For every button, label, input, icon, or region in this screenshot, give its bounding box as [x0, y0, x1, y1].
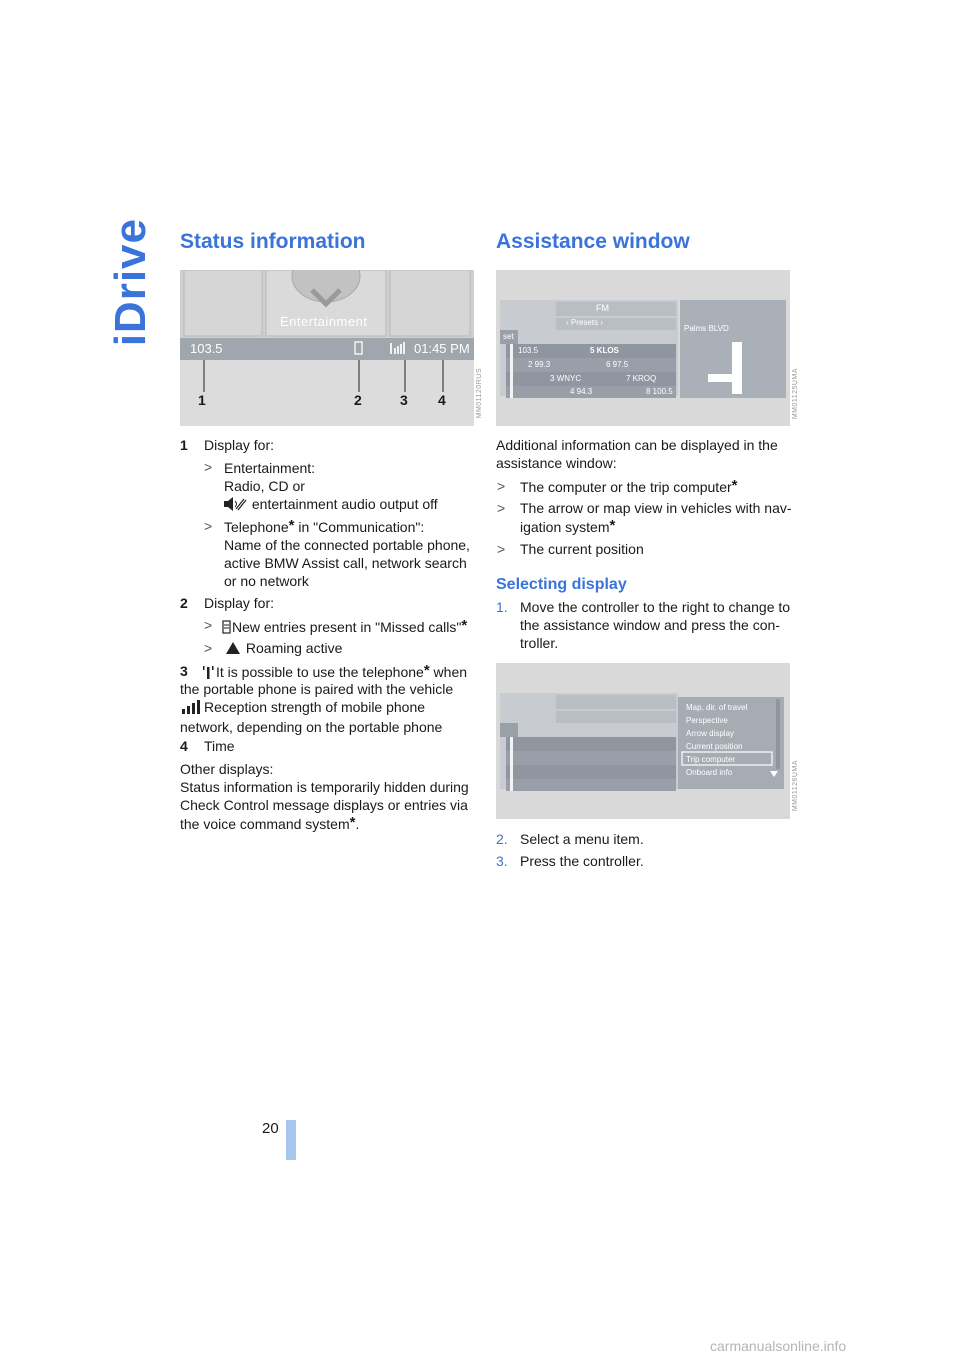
- paragraph-line: assistance window:: [496, 455, 617, 471]
- section-title-status: Status information: [180, 230, 366, 253]
- bullet-line: active BMW Assist call, network search: [224, 555, 467, 571]
- step-number: 1.: [496, 599, 508, 615]
- asterisk-icon: *: [731, 477, 738, 494]
- street-label: Palms BLVD: [684, 324, 729, 333]
- screen-menu-label: Entertainment: [280, 314, 368, 329]
- assistance-screen-image: [496, 270, 790, 426]
- bullet-line: [224, 495, 438, 515]
- item-2-label: Display for:: [204, 595, 275, 611]
- step-3-text: Press the controller.: [520, 853, 644, 869]
- presets-label: ‹ Presets ›: [566, 318, 603, 327]
- station-3: 3 WNYC: [550, 374, 582, 383]
- item-3-line: the portable phone is paired with the vehicle: [180, 681, 454, 697]
- step-2-text: Select a menu item.: [520, 831, 644, 847]
- bullet-line: [224, 517, 470, 536]
- set-label: set: [503, 332, 514, 341]
- bullet-line: or no network: [224, 573, 309, 589]
- menu-item-onboard: Onboard info: [686, 768, 733, 777]
- text-span: igation system: [520, 519, 610, 535]
- step-number: 3.: [496, 853, 508, 869]
- menu-item-trip-computer: Trip computer: [686, 755, 736, 764]
- bullet-marker: >: [204, 617, 213, 633]
- item-3-cont: [180, 680, 453, 736]
- asterisk-icon: *: [461, 617, 468, 634]
- callout-1: 1: [198, 392, 206, 408]
- paragraph-line: Additional information can be displayed in the: [496, 437, 778, 453]
- missed-calls-text: New entries present in "Missed calls": [232, 619, 462, 635]
- band-label: FM: [596, 303, 609, 313]
- callout-3: 3: [400, 392, 408, 408]
- station-2: 2 99.3: [528, 360, 551, 369]
- asterisk-icon: *: [609, 517, 616, 534]
- chapter-tab: iDrive: [106, 218, 155, 347]
- bullet-marker: >: [497, 478, 506, 494]
- bullet-line: Name of the connected portable phone,: [224, 537, 470, 553]
- step-number: 2.: [496, 831, 508, 847]
- bullet-line: [520, 517, 792, 536]
- item-number: 2: [180, 595, 188, 611]
- assistance-menu-screen-image: [496, 663, 790, 819]
- item-number: 3: [180, 663, 188, 679]
- mute-text: entertainment audio output off: [251, 496, 438, 512]
- station-4: 4 94.3: [570, 387, 593, 396]
- text-span: Reception strength of mobile phone: [204, 699, 426, 715]
- text-span: .: [355, 816, 360, 832]
- paragraph-line: [180, 814, 469, 833]
- text-span: The computer or the trip computer: [520, 479, 732, 495]
- text-span: It is possible to use the telephone: [216, 664, 424, 680]
- station-8: 8 100.5: [646, 387, 673, 396]
- signal-strength-icon: [180, 700, 204, 718]
- bullet-line: Radio, CD or: [224, 478, 305, 494]
- callout-2: 2: [354, 392, 362, 408]
- item-number: 4: [180, 738, 188, 754]
- menu-item-arrow: Arrow display: [686, 729, 735, 738]
- menu-item-perspective: Perspective: [686, 716, 728, 725]
- subsection-title: Selecting display: [496, 576, 627, 593]
- item-number: 1: [180, 437, 188, 453]
- text-span: in "Communication":: [294, 519, 425, 535]
- paragraph-line: Check Control message displays or entries via: [180, 797, 468, 813]
- screen-time: 01:45 PM: [414, 341, 470, 356]
- footer-watermark: carmanualsonline.info: [710, 1338, 847, 1354]
- station-7: 7 KROQ: [626, 374, 657, 383]
- page-number: 20: [262, 1120, 279, 1137]
- step-line: Move the controller to the right to change to: [520, 599, 791, 615]
- menu-item-map: Map, dir. of travel: [686, 703, 748, 712]
- step-line: troller.: [520, 635, 559, 651]
- item-4-label: Time: [204, 738, 235, 754]
- bullet-marker: >: [204, 640, 213, 656]
- image-code-2: MM01125UMA: [792, 368, 799, 420]
- bullet-line: The arrow or map view in vehicles with nav-: [520, 500, 792, 516]
- bullet-trip-computer: [520, 477, 738, 496]
- text-span: Telephone: [224, 519, 289, 535]
- station-6: 6 97.5: [606, 360, 629, 369]
- menu-item-position: Current position: [686, 742, 743, 751]
- bullet-marker: >: [497, 500, 506, 516]
- asterisk-icon: *: [423, 662, 430, 679]
- assistance-menu-screen-graphic: [496, 663, 790, 819]
- asterisk-icon: *: [349, 814, 356, 831]
- status-screen-image: [180, 270, 474, 426]
- asterisk-icon: *: [288, 517, 295, 534]
- step-1-text: [520, 598, 790, 652]
- bullet-arrow-map: [520, 499, 792, 536]
- step-line: the assistance window and press the con-: [520, 617, 780, 633]
- section-title-assistance: Assistance window: [496, 230, 690, 253]
- bullet-line: Entertainment:: [224, 460, 316, 476]
- text-span: the voice command system: [180, 816, 350, 832]
- bullet-marker: >: [204, 459, 213, 475]
- bullet-marker: >: [497, 541, 506, 557]
- callout-4: 4: [438, 392, 446, 408]
- image-code-1: MM01120RUS: [476, 368, 483, 419]
- station-1: 103.5: [518, 346, 539, 355]
- assistance-intro: [496, 436, 778, 472]
- paragraph-line: Other displays:: [180, 761, 274, 777]
- image-code-3: MM01126UMA: [792, 760, 799, 812]
- item-3-line: [180, 698, 453, 718]
- item-1-label: Display for:: [204, 437, 275, 453]
- mute-icon: [224, 497, 248, 515]
- assistance-screen-graphic: [496, 270, 790, 426]
- bullet-current-position: The current position: [520, 541, 644, 557]
- item-3-line: network, depending on the portable phone: [180, 719, 443, 735]
- station-5: 5 KLOS: [590, 346, 619, 355]
- bullet-entertainment: [224, 459, 438, 515]
- item-1: [180, 436, 188, 454]
- bullet-telephone: [224, 517, 470, 590]
- missed-call-icon: [222, 620, 232, 638]
- bullet-marker: >: [204, 518, 213, 534]
- roaming-text: Roaming active: [245, 640, 343, 656]
- paragraph-line: Status information is temporarily hidden during: [180, 779, 469, 795]
- screen-frequency: 103.5: [190, 341, 223, 356]
- bullet-roaming: [224, 639, 342, 659]
- other-displays-paragraph: [180, 760, 469, 833]
- page-marker-bar: [286, 1120, 296, 1160]
- roaming-icon: [224, 641, 242, 659]
- bullet-missed-calls: [222, 617, 467, 638]
- text-span: when: [429, 664, 468, 680]
